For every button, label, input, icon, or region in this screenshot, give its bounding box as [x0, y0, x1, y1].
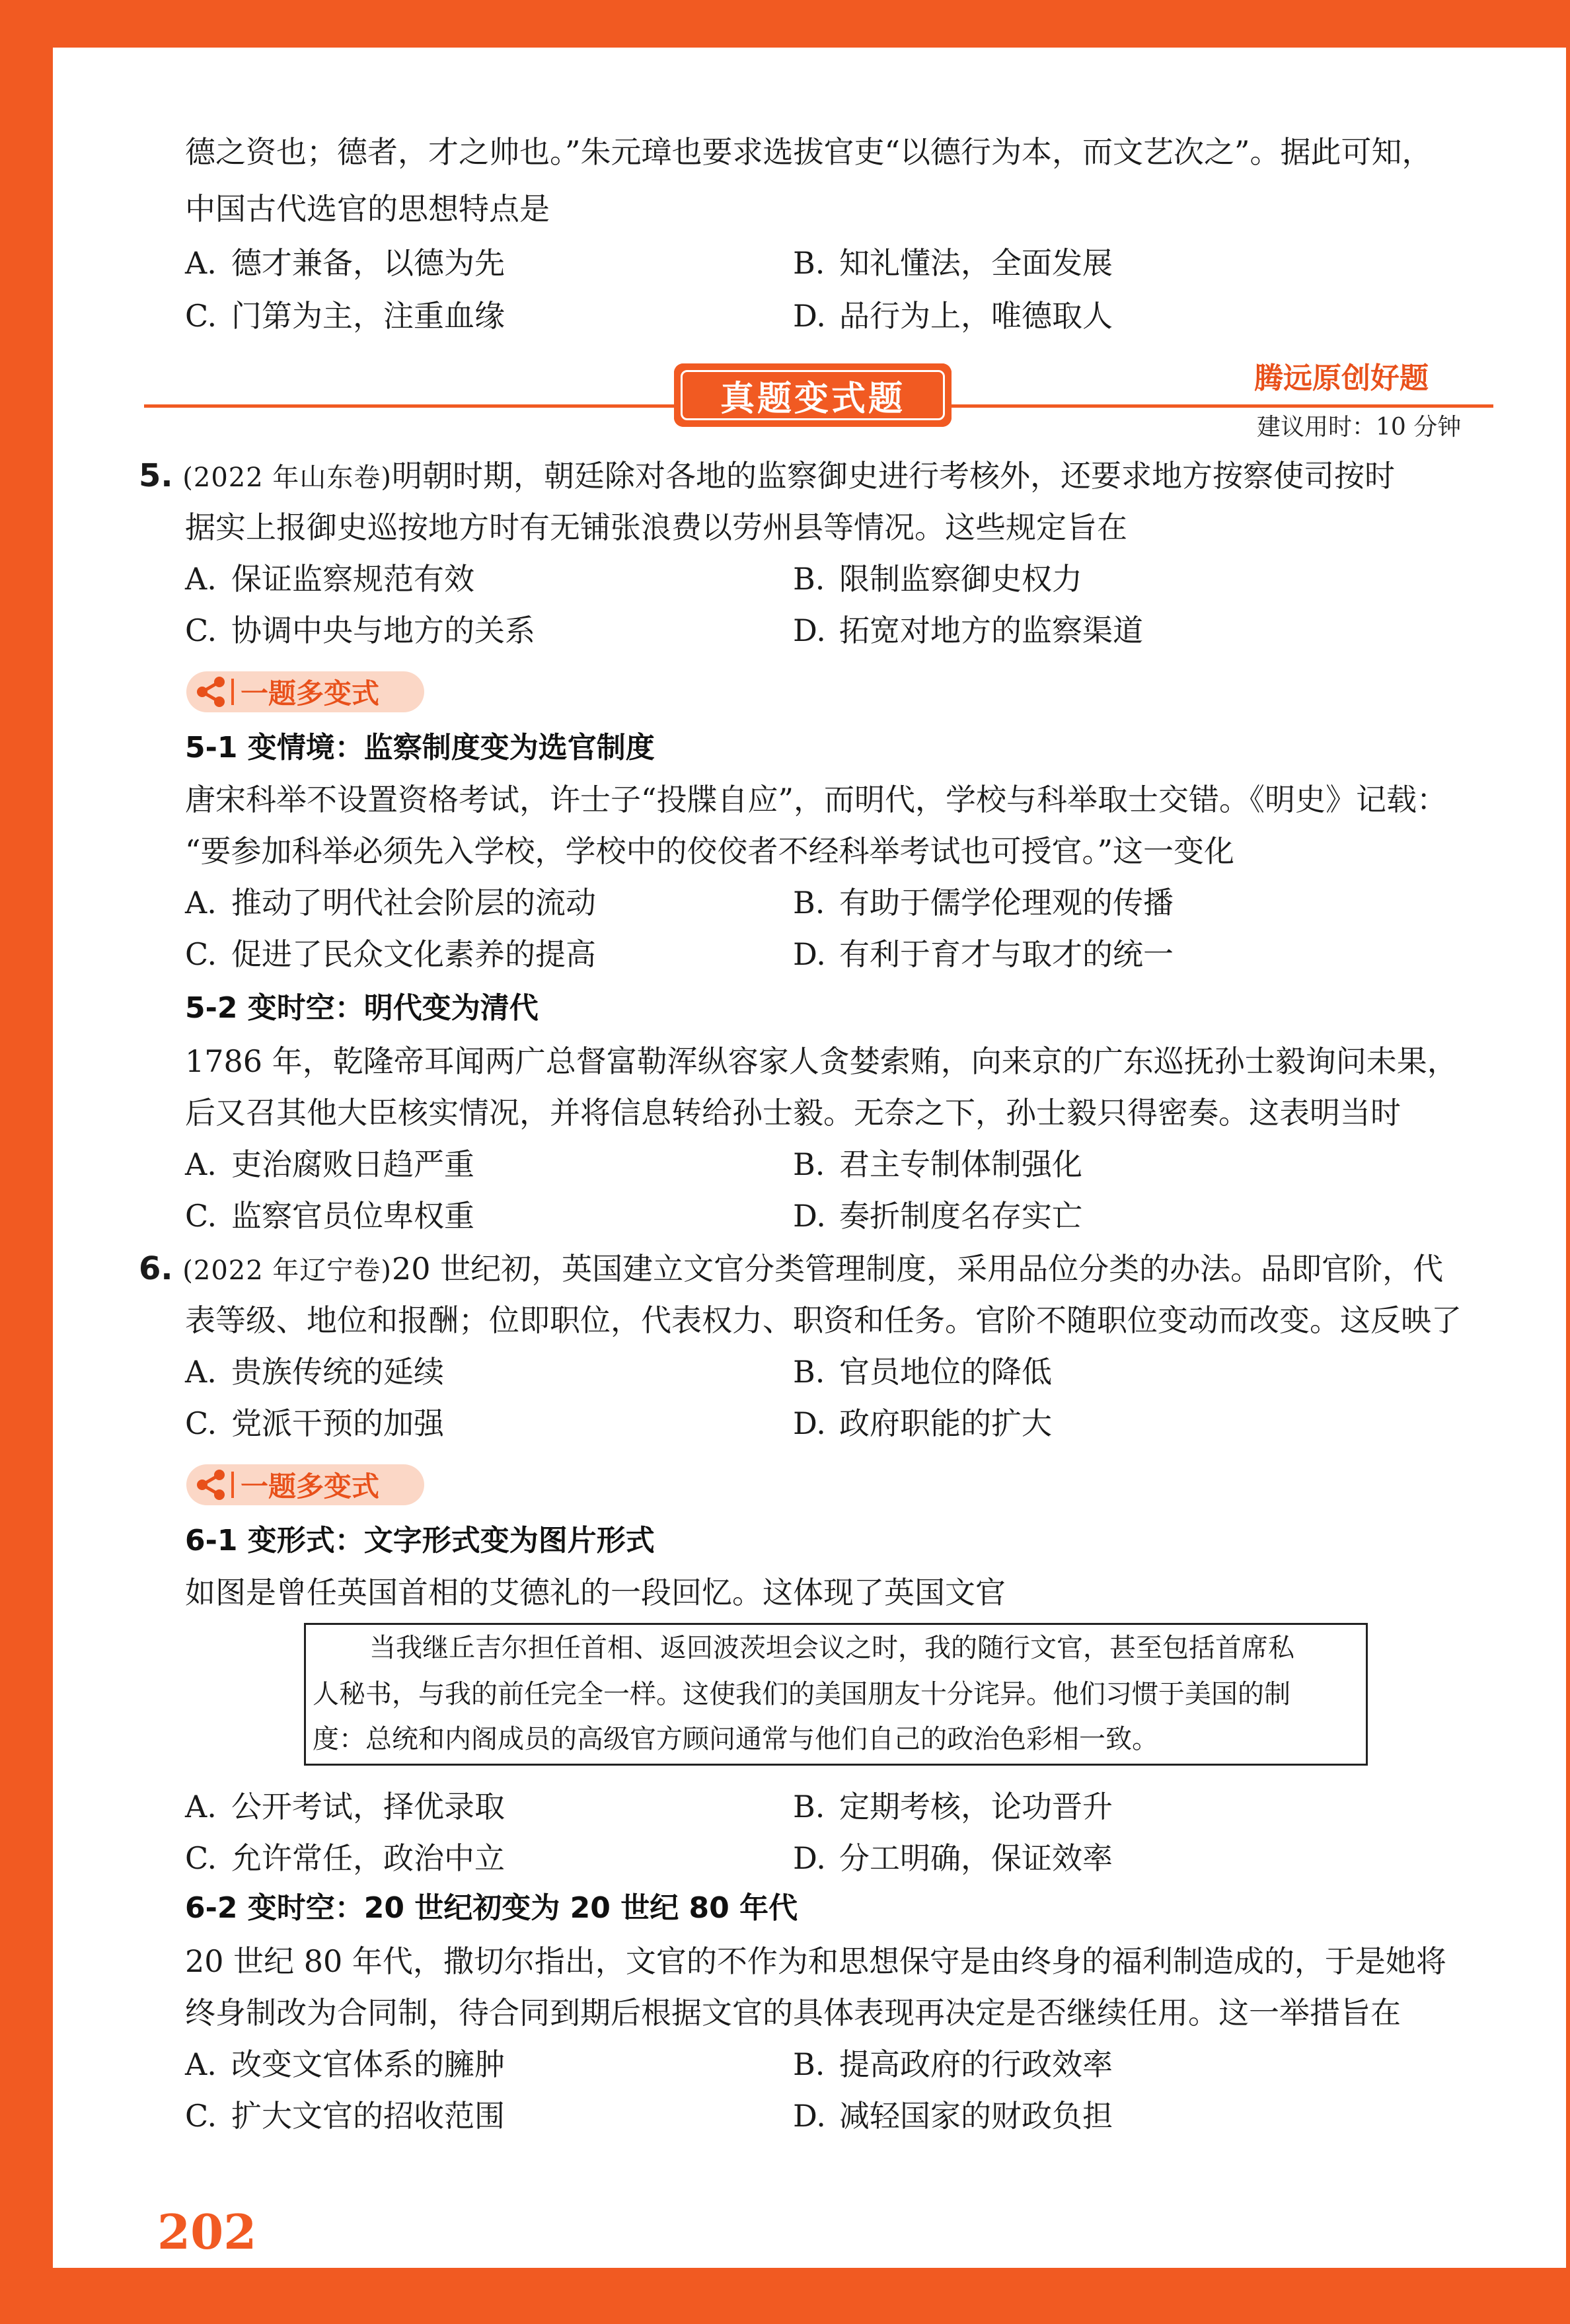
- q6-2-option-d[interactable]: D. 减轻国家的财政负担: [793, 2098, 1113, 2134]
- q5-stem-line-2: 据实上报御史巡按地方时有无铺张浪费以劳州县等情况。这些规定旨在: [185, 509, 1127, 545]
- q6-1-option-d[interactable]: D. 分工明确，保证效率: [793, 1840, 1113, 1876]
- q6-2-stem-line-1: 20 世纪 80 年代，撒切尔指出，文官的不作为和思想保守是由终身的福利制造成的，于是她将: [185, 1943, 1446, 1979]
- quote-line-3: 度：总统和内阁成员的高级官方顾问通常与他们自己的政治色彩相一致。: [313, 1724, 1158, 1754]
- variant-badge-label: 一题多变式: [241, 1470, 380, 1503]
- variant-badge: [186, 1464, 424, 1505]
- q5-option-a[interactable]: A. 保证监察规范有效: [185, 561, 474, 597]
- brand-label: 腾远原创好题: [1254, 361, 1429, 395]
- q5-option-b[interactable]: B. 限制监察御史权力: [793, 561, 1082, 597]
- q4-stem-line-1: 德之资也；德者，才之帅也。”朱元璋也要求选拔官吏“以德行为本，而文艺次之”。据此可知，: [185, 134, 1433, 170]
- page-number: 202: [157, 2204, 257, 2260]
- share-icon: [193, 674, 229, 710]
- q6-option-a[interactable]: A. 贵族传统的延续: [185, 1354, 444, 1390]
- q6-source: (2022 年辽宁卷): [182, 1256, 392, 1286]
- q5-1-option-c[interactable]: C. 促进了民众文化素养的提高: [185, 936, 596, 972]
- badge-divider: [231, 1472, 234, 1498]
- q4-option-c[interactable]: C. 门第为主，注重血缘: [185, 298, 505, 334]
- q6-1-option-a[interactable]: A. 公开考试，择优录取: [185, 1789, 505, 1824]
- q5-2-option-a[interactable]: A. 吏治腐败日趋严重: [185, 1146, 474, 1182]
- q6-1-title: 6-1 变形式：文字形式变为图片形式: [185, 1524, 655, 1557]
- q5-2-option-c[interactable]: C. 监察官员位卑权重: [185, 1198, 474, 1234]
- q5-2-title: 5-2 变时空：明代变为清代: [185, 991, 539, 1025]
- q5-1-option-a[interactable]: A. 推动了明代社会阶层的流动: [185, 885, 596, 920]
- variant-badge-label: 一题多变式: [241, 677, 380, 710]
- section-title: 真题变式题: [681, 370, 945, 420]
- q6-2-option-b[interactable]: B. 提高政府的行政效率: [793, 2046, 1113, 2082]
- q6-stem-line-2: 表等级、地位和报酬；位即职位，代表权力、职资和任务。官阶不随职位变动而改变。这反映了: [185, 1302, 1462, 1338]
- quote-line-1: 当我继丘吉尔担任首相、返回波茨坦会议之时，我的随行文官，甚至包括首席私: [369, 1633, 1294, 1663]
- q5-1-option-d[interactable]: D. 有利于育才与取才的统一: [793, 936, 1174, 972]
- q5-1-option-b[interactable]: B. 有助于儒学伦理观的传播: [793, 885, 1174, 920]
- q6-option-b[interactable]: B. 官员地位的降低: [793, 1354, 1052, 1390]
- badge-divider: [231, 679, 234, 705]
- q5-1-title: 5-1 变情境：监察制度变为选官制度: [185, 731, 655, 765]
- q4-stem-line-2: 中国古代选官的思想特点是: [185, 191, 550, 227]
- q6-2-option-c[interactable]: C. 扩大文官的招收范围: [185, 2098, 505, 2134]
- q6-option-c[interactable]: C. 党派干预的加强: [185, 1406, 444, 1441]
- section-title-badge: [674, 363, 952, 427]
- q5-2-stem-line-2: 后又召其他大臣核实情况，并将信息转给孙士毅。无奈之下，孙士毅只得密奏。这表明当时: [185, 1095, 1401, 1131]
- q5-2-stem-line-1: 1786 年，乾隆帝耳闻两广总督富勒浑纵容家人贪婪索贿，向来京的广东巡抚孙士毅询问未果，: [185, 1043, 1458, 1079]
- q6-1-option-b[interactable]: B. 定期考核，论功晋升: [793, 1789, 1113, 1824]
- q6-2-title: 6-2 变时空：20 世纪初变为 20 世纪 80 年代: [185, 1891, 798, 1925]
- q5-1-stem-line-1: 唐宋科举不设置资格考试，许士子“投牒自应”，而明代，学校与科举取士交错。《明史》记载：: [185, 782, 1448, 817]
- suggested-time: 建议用时：10 分钟: [1257, 414, 1462, 441]
- q6-1-stem-line-1: 如图是曾任英国首相的艾德礼的一段回忆。这体现了英国文官: [185, 1575, 1006, 1610]
- q6-1-option-c[interactable]: C. 允许常任，政治中立: [185, 1840, 505, 1876]
- q6-stem-line-1: 6. (2022 年辽宁卷)20 世纪初，英国建立文官分类管理制度，采用品位分类的办法。品即官阶，代: [139, 1250, 1444, 1287]
- q5-1-stem-line-2: “要参加科举必须先入学校，学校中的佼佼者不经科举考试也可授官。”这一变化: [185, 833, 1235, 869]
- q6-2-stem-line-2: 终身制改为合同制，待合同到期后根据文官的具体表现再决定是否继续任用。这一举措旨在: [185, 1995, 1401, 2031]
- q5-number: 5.: [139, 457, 173, 494]
- q4-option-d[interactable]: D. 品行为上，唯德取人: [793, 298, 1113, 334]
- q4-option-b[interactable]: B. 知礼懂法，全面发展: [793, 245, 1113, 281]
- q6-number: 6.: [139, 1250, 173, 1287]
- q5-stem-line-1: 5. (2022 年山东卷)明朝时期，朝廷除对各地的监察御史进行考核外，还要求地方按察使司按时: [139, 457, 1395, 494]
- share-icon: [193, 1467, 229, 1503]
- q5-option-c[interactable]: C. 协调中央与地方的关系: [185, 613, 535, 648]
- q6-option-d[interactable]: D. 政府职能的扩大: [793, 1406, 1052, 1441]
- q6-2-option-a[interactable]: A. 改变文官体系的臃肿: [185, 2046, 505, 2082]
- section-divider-left: [144, 404, 679, 408]
- variant-badge: [186, 671, 424, 712]
- memoir-quote-box: [304, 1623, 1368, 1766]
- q5-2-option-b[interactable]: B. 君主专制体制强化: [793, 1146, 1082, 1182]
- section-divider-right: [948, 404, 1493, 408]
- q4-option-a[interactable]: A. 德才兼备，以德为先: [185, 245, 505, 281]
- q5-2-option-d[interactable]: D. 奏折制度名存实亡: [793, 1198, 1082, 1234]
- q5-option-d[interactable]: D. 拓宽对地方的监察渠道: [793, 613, 1143, 648]
- quote-line-2: 人秘书，与我的前任完全一样。这使我们的美国朋友十分诧异。他们习惯于美国的制: [313, 1679, 1290, 1709]
- q5-source: (2022 年山东卷): [182, 463, 392, 493]
